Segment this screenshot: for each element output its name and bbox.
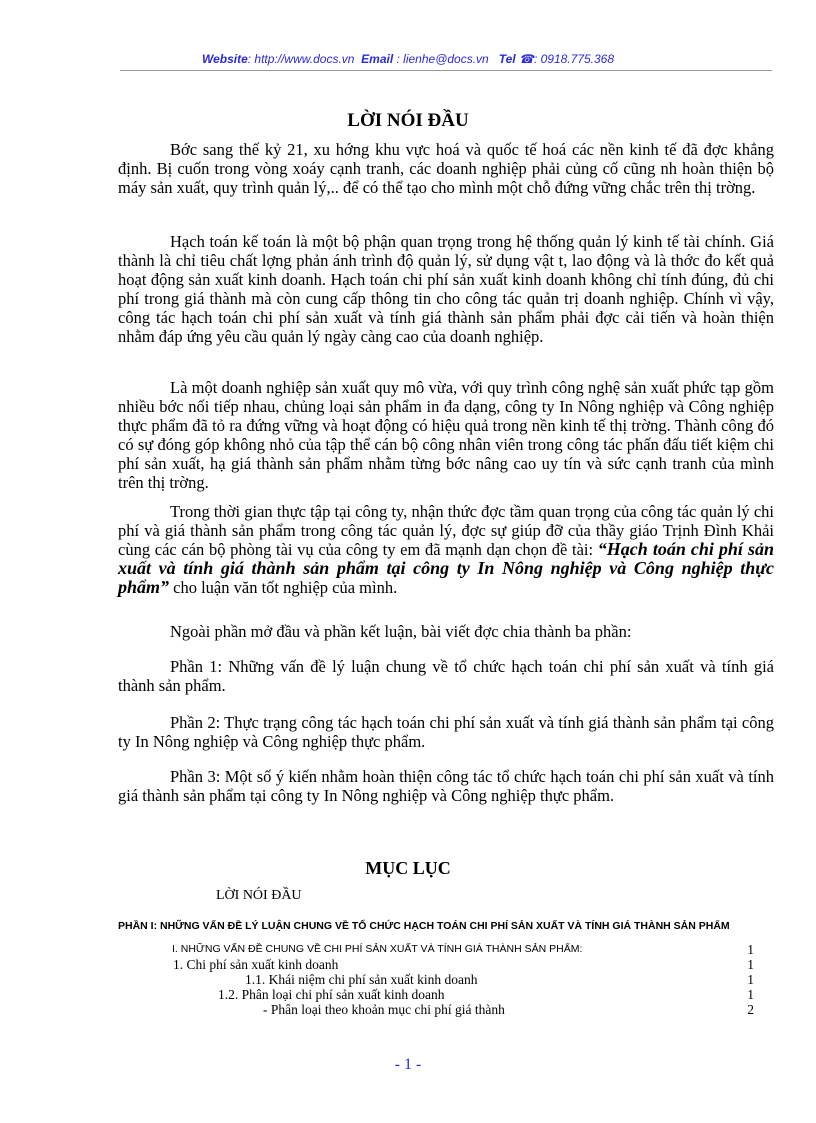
paragraph-part-1 <box>118 657 774 695</box>
paragraph-4-text: Trong thời gian thực tập tại công ty, nhận thức đợc tầm quan trọng của công tác quản lý chi phí và giá thành sản phẩm trong công tác quản lý, đợc sự giúp đỡ của thầy giáo Trịnh Đình Khải cùng các cán bộ phòng tài vụ của công ty em đã mạnh dạn chọn đề tài: <box>118 502 774 559</box>
paragraph-4-tail: cho luận văn tốt nghiệp của mình. <box>169 578 398 597</box>
paragraph-part-2-text: Phần 2: Thực trạng công tác hạch toán chi phí sản xuất và tính giá thành sản phẩm tại công ty In Nông nghiệp và Công nghiệp thực phẩm. <box>118 713 774 751</box>
toc-row-label: 1.2. Phân loại chi phí sản xuất kinh doanh <box>218 987 445 1002</box>
page-number: - 1 - <box>394 1056 422 1073</box>
toc-row-page: 1 <box>747 972 754 987</box>
paragraph-4 <box>118 502 774 597</box>
paragraph-part-1-text: Phần 1: Những vấn đề lý luận chung về tổ chức hạch toán chi phí sản xuất và tính giá thành sản phẩm. <box>118 657 774 695</box>
paragraph-5-text: Ngoài phần mở đầu và phần kết luận, bài viết đợc chia thành ba phần: <box>170 622 632 641</box>
toc-intro-entry[interactable]: LỜI NÓI ĐẦU <box>216 888 302 903</box>
paragraph-5 <box>118 622 774 641</box>
toc-row-page: 1 <box>747 957 754 972</box>
email-value[interactable]: : lienhe@docs.vn <box>396 52 489 66</box>
thesis-topic: “Hạch toán chi phí sản xuất và tính giá thành sản phẩm tại công ty In Nông nghiệp và Công nghiệp thực phẩm” <box>118 539 774 597</box>
toc-row-label: - Phân loại theo khoản mục chi phí giá thành <box>263 1002 505 1017</box>
website-label: Website <box>201 52 248 66</box>
header-divider <box>120 70 772 71</box>
paragraph-2 <box>118 232 774 346</box>
toc-row-page: 2 <box>747 1002 754 1017</box>
toc-row-label: 1.1. Khái niệm chi phí sản xuất kinh doanh <box>245 972 478 987</box>
paragraph-1-text: Bớc sang thế kỷ 21, xu hớng khu vực hoá và quốc tế hoá các nền kinh tế đã đợc khẳng định. Bị cuốn trong vòng xoáy cạnh tranh, các doanh nghiệp phải củng cố cũng nh hoàn thiện bộ máy sản xuất, quy trình quản lý,.. để có thể tạo cho mình một chỗ đứng vững chắc trên thị trờng. <box>118 140 774 197</box>
toc-row[interactable] <box>118 1002 754 1017</box>
paragraph-3-text: Là một doanh nghiệp sản xuất quy mô vừa, với quy trình công nghệ sản xuất phức tạp gồm nhiều bớc nối tiếp nhau, chủng loại sản phẩm in đa dạng, công ty In Nông nghiệp và Công nghiệp thực phẩm đã tỏ ra đứng vững và hoạt động có hiệu quả trong nền kinh tế thị trờng. Thành công đó có sự đóng góp không nhỏ của tập thể cán bộ công nhân viên trong công tác phấn đấu tiết kiệm chi phí sản xuất, hạ giá thành sản phẩm nhằm từng bớc nâng cao uy tín và sức cạnh tranh của mình trên thị trờng. <box>118 378 774 492</box>
tel-label: Tel <box>498 52 516 66</box>
paragraph-1 <box>118 140 774 197</box>
toc-row[interactable] <box>118 942 754 957</box>
paragraph-part-3 <box>118 767 774 805</box>
website-value[interactable]: : http://www.docs.vn <box>247 52 355 66</box>
toc-row-page: 1 <box>747 987 754 1002</box>
paragraph-2-text: Hạch toán kế toán là một bộ phận quan trọng trong hệ thống quản lý kinh tế tài chính. Giá thành là chỉ tiêu chất lợng phản ánh trình độ quản lý, sử dụng vật t, lao động và là thớc đo kết quả hoạt động sản xuất kinh doanh. Hạch toán chi phí sản xuất kinh doanh không chỉ tính đúng, đủ chi phí trong giá thành mà còn cung cấp thông tin cho công tác quản trị doanh nghiệp. Chính vì vậy, công tác hạch toán chi phí sản xuất và tính giá thành sản phẩm phải đợc cải tiến và hoàn thiện nhằm đáp ứng yêu cầu quản lý ngày càng cao của doanh nghiệp. <box>118 232 774 346</box>
toc-row[interactable] <box>118 957 754 972</box>
toc-row-label: 1. Chi phí sản xuất kinh doanh <box>173 957 339 972</box>
toc-row-page: 1 <box>747 942 754 957</box>
toc-title: MỤC LỤC <box>365 858 451 878</box>
toc-row[interactable] <box>118 987 754 1002</box>
toc-part-1-heading[interactable]: PHẦN I: NHỮNG VẤN ĐỀ LÝ LUẬN CHUNG VỀ TỔ CHỨC HẠCH TOÁN CHI PHÍ SẢN XUẤT VÀ TÍNH GIÁ THÀNH SẢN PHẨM <box>118 920 730 932</box>
tel-value: : 0918.775.368 <box>533 52 615 66</box>
paragraph-part-2 <box>118 713 774 751</box>
telephone-icon: ☎ <box>519 52 534 66</box>
toc-row[interactable] <box>118 972 754 987</box>
paragraph-part-3-text: Phần 3: Một số ý kiến nhằm hoàn thiện công tác tổ chức hạch toán chi phí sản xuất và tính giá thành sản phẩm tại công ty In Nông nghiệp và Công nghiệp thực phẩm. <box>118 767 774 805</box>
toc-row-label: I. NHỮNG VẤN ĐỀ CHUNG VỀ CHI PHÍ SẢN XUẤT VÀ TÍNH GIÁ THÀNH SẢN PHẨM: <box>172 943 583 955</box>
page-header <box>0 52 816 66</box>
email-label: Email <box>361 52 394 66</box>
page-title: LỜI NÓI ĐẦU <box>347 110 469 131</box>
paragraph-3 <box>118 378 774 492</box>
